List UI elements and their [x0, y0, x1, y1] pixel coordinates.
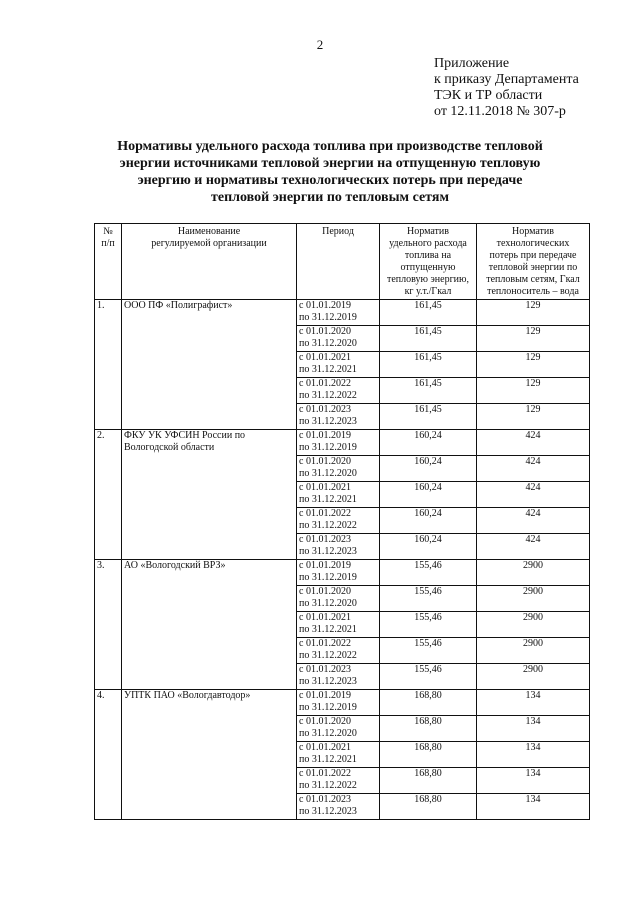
loss-norm-cell: 134 — [477, 794, 590, 820]
header-line: Наименование — [177, 226, 241, 237]
appendix-line: к приказу Департамента — [434, 72, 579, 87]
appendix-line: ТЭК и ТР области — [434, 88, 543, 103]
period-to: по 31.12.2023 — [299, 676, 357, 687]
period-cell — [297, 404, 380, 430]
header-line: технологических — [496, 238, 570, 249]
loss-norm-cell: 129 — [477, 404, 590, 430]
period-cell — [297, 534, 380, 560]
org-name-cell: ФКУ УК УФСИН России по Вологодской области — [122, 430, 297, 560]
period-cell — [297, 612, 380, 638]
period-to: по 31.12.2023 — [299, 806, 357, 817]
loss-norm-cell: 424 — [477, 456, 590, 482]
org-number-cell: 3. — [95, 560, 122, 690]
fuel-norm-cell: 160,24 — [380, 456, 477, 482]
period-to: по 31.12.2021 — [299, 754, 357, 765]
period-cell — [297, 690, 380, 716]
header-loss-norm — [477, 224, 590, 300]
header-line: Период — [322, 226, 354, 237]
period-to: по 31.12.2022 — [299, 520, 357, 531]
fuel-norm-cell: 161,45 — [380, 300, 477, 326]
fuel-norm-cell: 168,80 — [380, 794, 477, 820]
fuel-norm-cell: 160,24 — [380, 534, 477, 560]
fuel-norm-cell: 160,24 — [380, 508, 477, 534]
loss-norm-cell: 424 — [477, 482, 590, 508]
table-row — [95, 690, 590, 716]
org-number-cell: 1. — [95, 300, 122, 430]
period-cell — [297, 508, 380, 534]
header-fuel-norm — [380, 224, 477, 300]
period-from: с 01.01.2023 — [299, 404, 351, 415]
period-cell — [297, 638, 380, 664]
fuel-norm-cell: 168,80 — [380, 742, 477, 768]
header-line: потерь при передаче — [489, 250, 577, 261]
period-from: с 01.01.2021 — [299, 612, 351, 623]
org-number-cell: 4. — [95, 690, 122, 820]
title-line: тепловой энергии по тепловым сетям — [211, 190, 449, 205]
title-line: энергии источниками тепловой энергии на отпущенную тепловую — [119, 156, 541, 171]
period-cell — [297, 560, 380, 586]
period-cell — [297, 482, 380, 508]
fuel-norm-cell: 161,45 — [380, 352, 477, 378]
fuel-norm-cell: 161,45 — [380, 378, 477, 404]
period-cell — [297, 742, 380, 768]
period-to: по 31.12.2019 — [299, 312, 357, 323]
header-line: топлива на — [404, 250, 452, 261]
period-cell — [297, 326, 380, 352]
loss-norm-cell: 129 — [477, 326, 590, 352]
period-to: по 31.12.2019 — [299, 442, 357, 453]
org-name-cell: АО «Вологодский ВРЗ» — [122, 560, 297, 690]
fuel-norm-cell: 155,46 — [380, 664, 477, 690]
period-from: с 01.01.2022 — [299, 508, 351, 519]
period-from: с 01.01.2019 — [299, 690, 351, 701]
period-from: с 01.01.2022 — [299, 638, 351, 649]
fuel-norm-cell: 168,80 — [380, 768, 477, 794]
period-from: с 01.01.2023 — [299, 664, 351, 675]
fuel-norm-cell: 161,45 — [380, 326, 477, 352]
header-line: кг у.т./Гкал — [404, 286, 452, 297]
table-body — [95, 300, 590, 820]
period-from: с 01.01.2023 — [299, 794, 351, 805]
period-cell — [297, 716, 380, 742]
fuel-norm-cell: 161,45 — [380, 404, 477, 430]
table-row — [95, 300, 590, 326]
period-to: по 31.12.2021 — [299, 494, 357, 505]
header-line: тепловым сетям, Гкал — [486, 274, 580, 285]
period-to: по 31.12.2019 — [299, 702, 357, 713]
fuel-norm-cell: 155,46 — [380, 560, 477, 586]
fuel-norm-cell: 155,46 — [380, 638, 477, 664]
period-to: по 31.12.2019 — [299, 572, 357, 583]
loss-norm-cell: 129 — [477, 352, 590, 378]
loss-norm-cell: 134 — [477, 716, 590, 742]
period-cell — [297, 768, 380, 794]
header-line: отпущенную — [400, 262, 456, 273]
fuel-norm-cell: 160,24 — [380, 482, 477, 508]
period-to: по 31.12.2021 — [299, 364, 357, 375]
period-to: по 31.12.2020 — [299, 338, 357, 349]
appendix-line: Приложение — [434, 56, 510, 71]
fuel-norm-cell: 168,80 — [380, 716, 477, 742]
org-number-cell: 2. — [95, 430, 122, 560]
loss-norm-cell: 134 — [477, 742, 590, 768]
period-from: с 01.01.2020 — [299, 456, 351, 467]
table-row — [95, 430, 590, 456]
header-period — [297, 224, 380, 300]
header-line: удельного расхода — [389, 238, 467, 249]
header-line: регулируемой организации — [151, 238, 267, 249]
fuel-norm-cell: 160,24 — [380, 430, 477, 456]
header-line: № — [103, 226, 113, 237]
period-to: по 31.12.2020 — [299, 598, 357, 609]
period-cell — [297, 352, 380, 378]
table-header-row — [95, 224, 590, 300]
header-line: Норматив — [512, 226, 554, 237]
fuel-norm-cell: 168,80 — [380, 690, 477, 716]
period-from: с 01.01.2020 — [299, 716, 351, 727]
fuel-norm-cell: 155,46 — [380, 586, 477, 612]
period-cell — [297, 456, 380, 482]
period-to: по 31.12.2023 — [299, 546, 357, 557]
loss-norm-cell: 129 — [477, 300, 590, 326]
period-to: по 31.12.2021 — [299, 624, 357, 635]
period-from: с 01.01.2021 — [299, 482, 351, 493]
fuel-norm-cell: 155,46 — [380, 612, 477, 638]
period-to: по 31.12.2020 — [299, 468, 357, 479]
title-line: энергию и нормативы технологических потерь при передаче — [137, 173, 523, 188]
header-line: тепловой энергии по — [488, 262, 578, 273]
period-to: по 31.12.2020 — [299, 728, 357, 739]
header-line: Норматив — [407, 226, 449, 237]
loss-norm-cell: 2900 — [477, 664, 590, 690]
org-name-cell: УПТК ПАО «Вологдавтодор» — [122, 690, 297, 820]
header-line: теплоноситель – вода — [487, 286, 579, 297]
period-cell — [297, 378, 380, 404]
period-from: с 01.01.2020 — [299, 586, 351, 597]
period-cell — [297, 664, 380, 690]
period-from: с 01.01.2019 — [299, 560, 351, 571]
org-name-cell: ООО ПФ «Полиграфист» — [122, 300, 297, 430]
period-cell — [297, 586, 380, 612]
loss-norm-cell: 2900 — [477, 638, 590, 664]
header-line: тепловую энергию, — [386, 274, 469, 285]
period-from: с 01.01.2019 — [299, 430, 351, 441]
period-cell — [297, 794, 380, 820]
period-to: по 31.12.2022 — [299, 780, 357, 791]
appendix-line: от 12.11.2018 № 307-р — [434, 104, 566, 119]
period-from: с 01.01.2022 — [299, 378, 351, 389]
title-line: Нормативы удельного расхода топлива при производстве тепловой — [117, 139, 543, 154]
loss-norm-cell: 424 — [477, 430, 590, 456]
table-row — [95, 560, 590, 586]
header-organization — [122, 224, 297, 300]
header-line: п/п — [101, 238, 115, 249]
loss-norm-cell: 134 — [477, 690, 590, 716]
period-cell — [297, 430, 380, 456]
loss-norm-cell: 424 — [477, 534, 590, 560]
header-num — [95, 224, 122, 300]
loss-norm-cell: 129 — [477, 378, 590, 404]
period-from: с 01.01.2022 — [299, 768, 351, 779]
period-to: по 31.12.2022 — [299, 650, 357, 661]
loss-norm-cell: 2900 — [477, 586, 590, 612]
norms-table — [94, 223, 590, 820]
period-from: с 01.01.2021 — [299, 352, 351, 363]
loss-norm-cell: 2900 — [477, 560, 590, 586]
period-from: с 01.01.2023 — [299, 534, 351, 545]
period-to: по 31.12.2023 — [299, 416, 357, 427]
period-cell — [297, 300, 380, 326]
loss-norm-cell: 134 — [477, 768, 590, 794]
appendix-block — [434, 56, 579, 120]
period-to: по 31.12.2022 — [299, 390, 357, 401]
period-from: с 01.01.2020 — [299, 326, 351, 337]
page-number: 2 — [316, 37, 324, 52]
loss-norm-cell: 2900 — [477, 612, 590, 638]
document-title — [100, 138, 560, 206]
loss-norm-cell: 424 — [477, 508, 590, 534]
period-from: с 01.01.2021 — [299, 742, 351, 753]
period-from: с 01.01.2019 — [299, 300, 351, 311]
